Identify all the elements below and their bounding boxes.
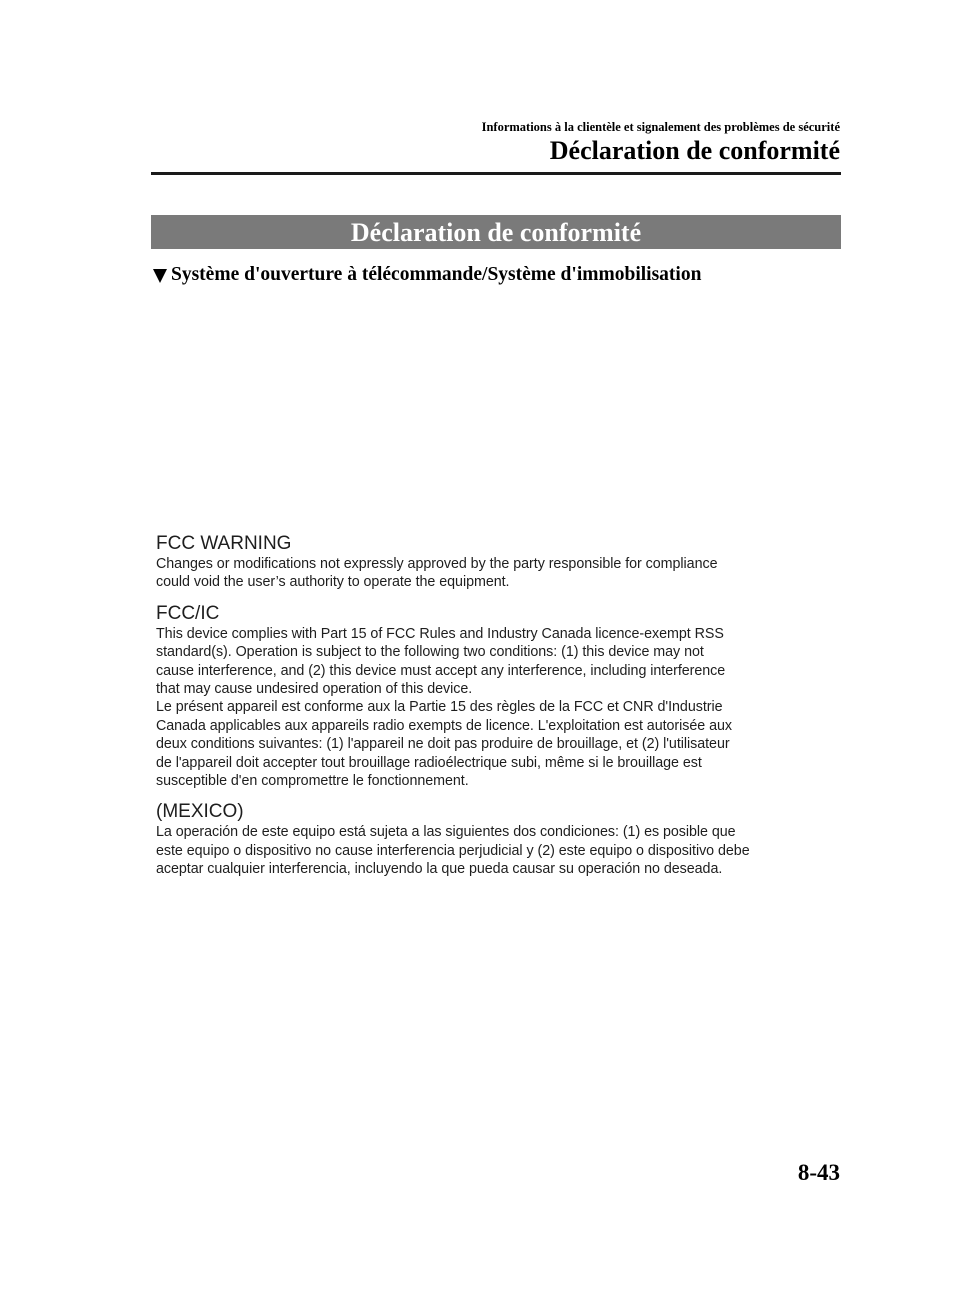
triangle-down-icon <box>153 269 167 283</box>
running-header-subtitle: Informations à la clientèle et signalement des problèmes de sécurité <box>481 120 840 134</box>
mexico-line: La operación de este equipo está sujeta a las siguientes dos condiciones: (1) es posible que <box>156 824 736 841</box>
page-number: 8-43 <box>797 1160 840 1185</box>
fcc-ic-line: cause interference, and (2) this device must accept any interference, including interference <box>156 662 726 679</box>
fcc-warning-line: Changes or modifications not expressly approved by the party responsible for compliance <box>156 556 718 572</box>
fcc-ic-line: Canada applicables aux appareils radio exempts de licence. L'exploitation est autorisée aux <box>156 717 732 734</box>
mexico-line: aceptar cualquier interferencia, incluyendo la que pueda causar su operación no deseada. <box>156 861 723 878</box>
fcc-ic-line: standard(s). Operation is subject to the following two conditions: (1) this device may not <box>156 644 704 661</box>
subsection-title: Système d'ouverture à télécommande/Système d'immobilisation <box>171 264 702 285</box>
mexico-heading: (MEXICO) <box>156 801 244 823</box>
mexico-line: este equipo o dispositivo no cause interferencia perjudicial y (2) este equipo o dispositivo debe <box>156 842 750 859</box>
fcc-warning-heading: FCC WARNING <box>156 533 292 554</box>
fcc-ic-line: deux conditions suivantes: (1) l'appareil ne doit pas produire de brouillage, et (2) l'utilisateur <box>156 736 730 753</box>
fcc-ic-heading: FCC/IC <box>156 602 220 624</box>
fcc-ic-line: This device complies with Part 15 of FCC Rules and Industry Canada licence-exempt RSS <box>156 625 724 642</box>
running-header-title: Déclaration de conformité <box>549 136 840 165</box>
section-banner: Déclaration de conformité <box>151 215 841 249</box>
subsection-heading <box>153 264 701 286</box>
regulatory-notice-label <box>156 532 832 879</box>
fcc-warning-line: could void the user’s authority to operate the equipment. <box>156 574 510 591</box>
header-divider <box>151 172 841 175</box>
fcc-ic-line: that may cause undesired operation of this device. <box>156 681 473 698</box>
fcc-ic-line: susceptible d'en compromettre le fonctionnement. <box>156 773 469 790</box>
fcc-ic-line: de l'appareil doit accepter tout brouillage radioélectrique subi, même si le brouillage est <box>156 754 702 771</box>
fcc-ic-line: Le présent appareil est conforme aux la Partie 15 des règles de la FCC et CNR d'Industrie <box>156 699 723 716</box>
